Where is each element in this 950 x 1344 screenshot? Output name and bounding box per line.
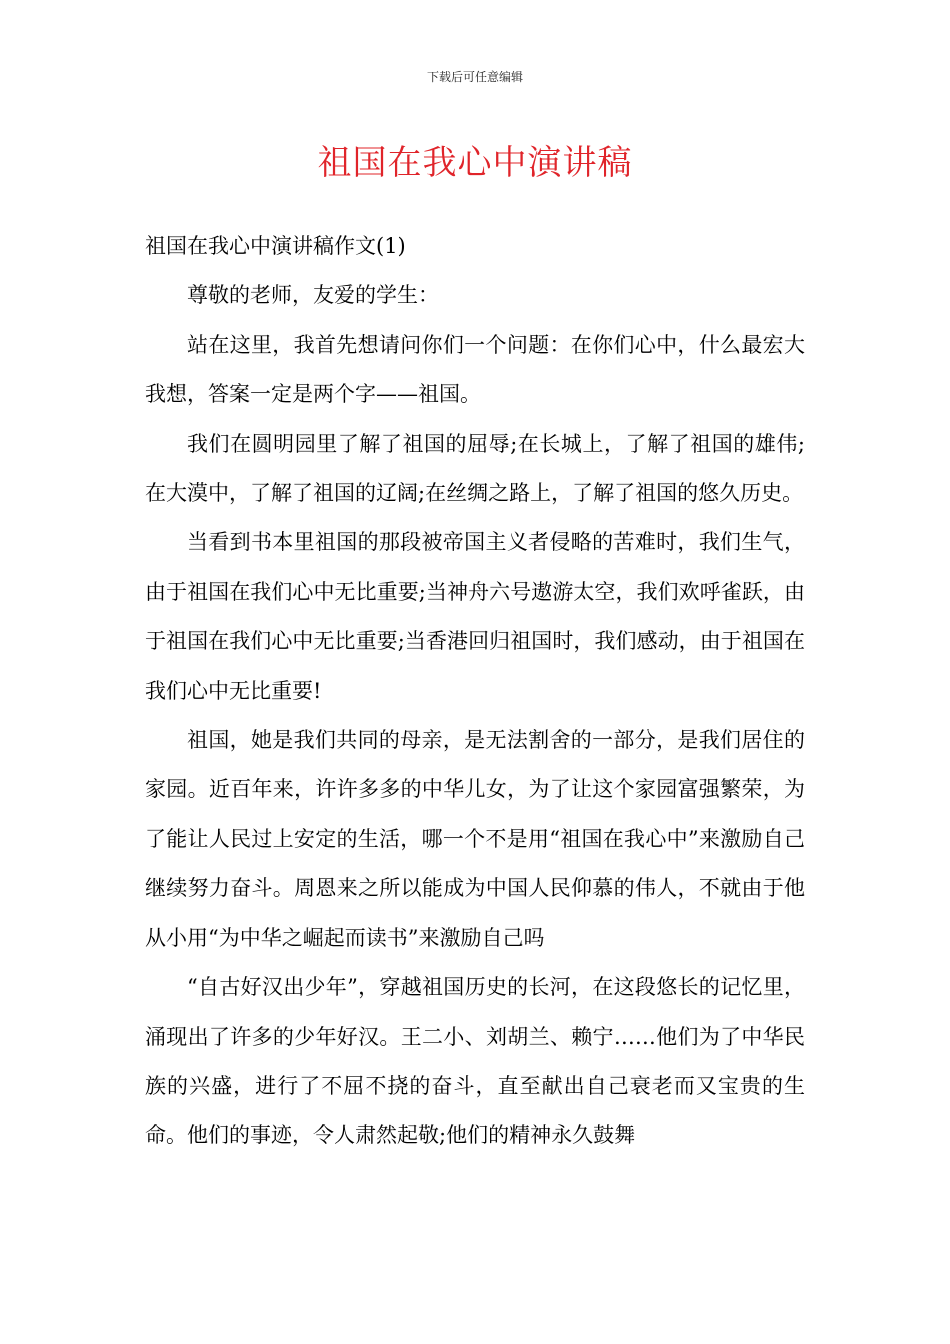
paragraph: 祖国，她是我们共同的母亲，是无法割舍的一部分，是我们居住的家园。近百年来，许许多多的中华儿女，为了让这个家园富强繁荣，为了能让人民过上安定的生活，哪一个不是用“祖国在我心中”来激励自己继续努力奋斗。周恩来之所以能成为中国人民仰慕的伟人，不就由于他从小用“为中华之崛起而读书”来激励自己吗 [145,728,805,950]
page-header-note: 下载后可任意编辑 [426,70,523,84]
document-title: 祖国在我心中演讲稿 [317,143,633,183]
document-body [145,222,805,1161]
document-subtitle: 祖国在我心中演讲稿作文(1) [145,234,406,258]
paragraph: 当看到书本里祖国的那段被帝国主义者侵略的苦难时，我们生气，由于祖国在我们心中无比重要;当神舟六号遨游太空，我们欢呼雀跃，由于祖国在我们心中无比重要;当香港回归祖国时，我们感动，由于祖国在我们心中无比重要! [145,530,805,703]
paragraph: “自古好汉出少年”，穿越祖国历史的长河，在这段悠长的记忆里，涌现出了许多的少年好汉。王二小、刘胡兰、赖宁……他们为了中华民族的兴盛，进行了不屈不挠的奋斗，直至献出自己衰老而又宝贵的生命。他们的事迹，令人肃然起敬;他们的精神永久鼓舞 [145,975,805,1148]
paragraph: 站在这里，我首先想请问你们一个问题：在你们心中，什么最宏大我想，答案一定是两个字——祖国。 [145,332,805,407]
paragraph: 我们在圆明园里了解了祖国的屈辱;在长城上，了解了祖国的雄伟;在大漠中，了解了祖国的辽阔;在丝绸之路上，了解了祖国的悠久历史。 [145,431,805,506]
paragraph-greeting: 尊敬的老师，友爱的学生： [187,283,439,308]
